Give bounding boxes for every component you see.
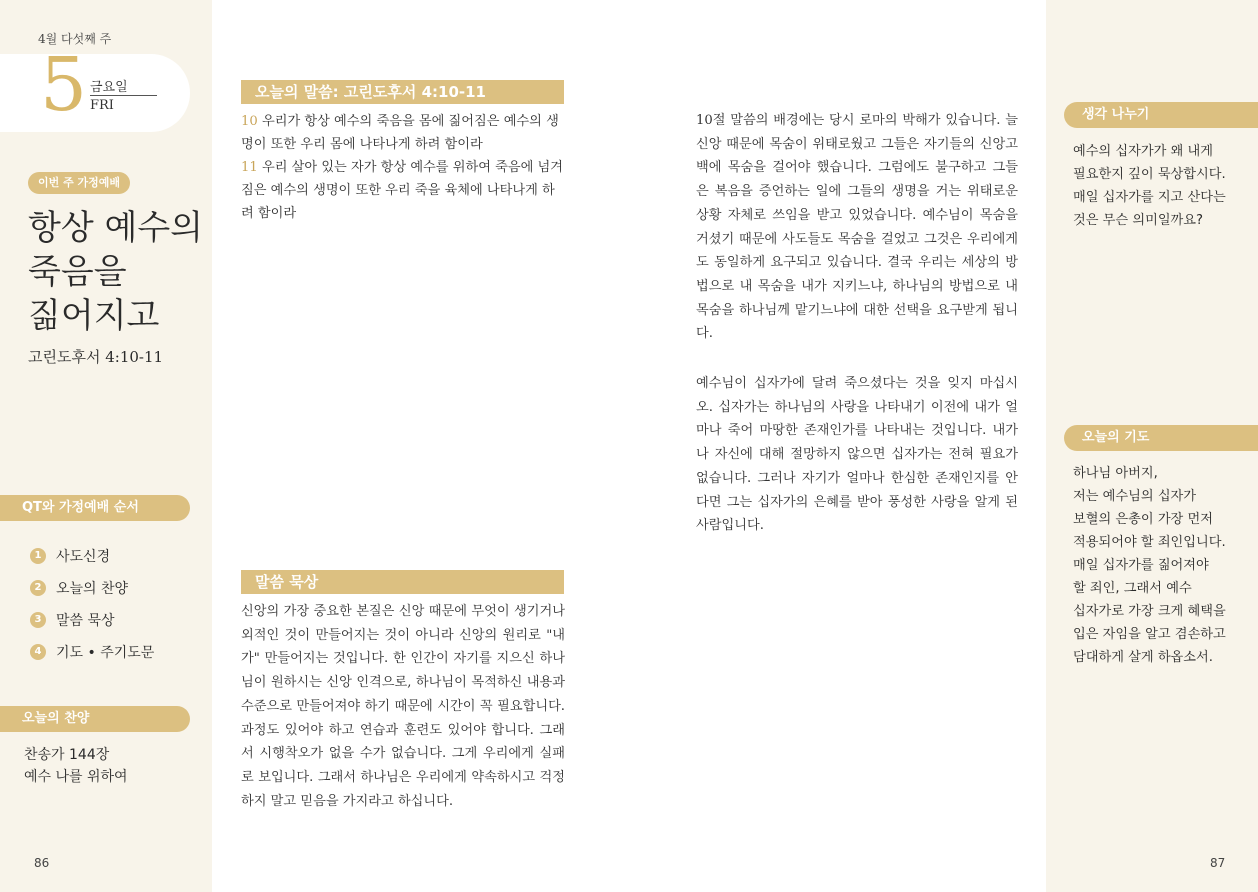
list-item <box>30 572 154 604</box>
day-english: FRI <box>90 98 114 113</box>
list-item <box>30 636 154 668</box>
think-line: 예수의 십자가가 왜 내게 <box>1073 144 1213 159</box>
number-badge: 1 <box>30 548 46 564</box>
prayer-line: 입은 자임을 알고 겸손하고 <box>1073 627 1226 642</box>
order-header: QT와 가정예배 순서 <box>0 495 190 521</box>
meditation-header: 말씀 묵상 <box>241 570 564 594</box>
word-header: 오늘의 말씀: 고린도후서 4:10-11 <box>241 80 564 104</box>
order-label: 사도신경 <box>56 549 111 565</box>
think-line: 필요한지 깊이 묵상합시다. <box>1073 167 1226 182</box>
verse-text: 우리가 항상 예수의 죽음을 몸에 짊어짐은 예수의 생명이 또한 우리 몸에 나타나게 하려 함이라 <box>241 114 559 152</box>
prayer-line: 할 죄인, 그래서 예수 <box>1073 581 1192 596</box>
verse-text: 우리 살아 있는 자가 항상 예수를 위하여 죽음에 넘겨짐은 예수의 생명이 또한 우리 죽을 육체에 나타나게 하려 함이라 <box>241 160 564 221</box>
verse-number: 11 <box>241 160 258 175</box>
list-item <box>30 540 154 572</box>
day-korean: 금요일 <box>90 80 128 95</box>
worship-tag: 이번 주 가정예배 <box>28 172 130 194</box>
meditation-text: 신앙의 가장 중요한 본질은 신앙 때문에 무엇이 생기거나 외적인 것이 만들어지는 것이 아니라 신앙의 원리로 "내가" 만들어지는 것입니다. 한 인간이 자기를 지으신 하나님이 원하시는 신앙 인격으로, 하나님이 목적하신 내용과 수준으로 만들어져야 하기 때문에 시간이 꼭 필요합니다. 과정도 있어야 하고 연습과 훈련도 있어야 합니다. 그래서 시행착오가 없을 수가 없습니다. 그게 우리에게 실패로 보입니다. 그래서 하나님은 우리에게 약속하시고 걱정하지 말고 믿음을 가지라고 하십니다. <box>241 604 565 809</box>
prayer-text <box>1073 462 1255 669</box>
think-text <box>1073 140 1253 232</box>
number-badge: 4 <box>30 644 46 660</box>
date-tab <box>0 42 190 132</box>
think-line: 매일 십자가를 지고 산다는 <box>1073 190 1226 205</box>
prayer-line: 담대하게 살게 하옵소서. <box>1073 650 1213 665</box>
left-sidebar <box>0 0 212 892</box>
scripture-ref: 고린도후서 4:10-11 <box>28 348 164 366</box>
prayer-line: 적용되어야 할 죄인입니다. <box>1073 535 1226 550</box>
title-line: 죽음을 <box>28 252 127 292</box>
week-label: 4월 다섯째 주 <box>38 32 112 46</box>
order-label: 기도 • 주기도문 <box>56 645 155 661</box>
think-line: 것은 무슨 의미일까요? <box>1073 213 1204 228</box>
day-divider <box>90 95 157 96</box>
think-header: 생각 나누기 <box>1064 102 1258 128</box>
list-item <box>30 604 154 636</box>
order-label: 말씀 묵상 <box>56 613 115 629</box>
commentary-paragraph-1: 10절 말씀의 배경에는 당시 로마의 박해가 있습니다. 늘 신앙 때문에 목숨이 위태로웠고 그들은 자기들의 신앙고백에 목숨을 걸어야 했습니다. 그럼에도 불구하고 그들은 복음을 증언하는 일에 그들의 생명을 거는 위태로운 상황 자체로 쓰임을 받고 있었습니다. 예수님이 목숨을 거셨기 때문에 사도들도 목숨을 걸었고 그것은 우리에게도 동일하게 요구되고 있습니다. 결국 우리는 세상의 방법으로 내 목숨을 내가 지키느냐, 하나님의 방법으로 내 목숨을 하나님께 맡기느냐에 대한 선택을 요구받게 됩니다. <box>696 113 1018 342</box>
page-number-left: 86 <box>34 856 50 870</box>
page-number-right: 87 <box>1210 856 1226 870</box>
verse <box>241 156 565 225</box>
prayer-line: 보혈의 은총이 가장 먼저 <box>1073 512 1213 527</box>
order-list <box>30 540 154 668</box>
prayer-line: 하나님 아버지, <box>1073 466 1158 481</box>
verse <box>241 110 565 156</box>
title-line: 항상 예수의 <box>28 208 204 248</box>
prayer-line: 저는 예수님의 십자가 <box>1073 489 1197 504</box>
number-badge: 2 <box>30 580 46 596</box>
hymn-title: 예수 나를 위하여 <box>24 769 128 785</box>
hymn-header: 오늘의 찬양 <box>0 706 190 732</box>
verse-number: 10 <box>241 114 258 129</box>
title-line: 짊어지고 <box>28 296 160 336</box>
hymn-number: 찬송가 144장 <box>24 747 110 763</box>
commentary-paragraph-2: 예수님이 십자가에 달려 죽으셨다는 것을 잊지 마십시오. 십자가는 하나님의 사랑을 나타내기 이전에 내가 얼마나 죽어 마땅한 존재인가를 나타내는 것입니다. 내가 나 자신에 대해 절망하지 않으면 십자가는 전혀 필요가 없습니다. 그러나 자기가 얼마나 한심한 존재인지를 안다면 그는 십자가의 은혜를 받아 풍성한 사랑을 알게 된 사람입니다. <box>696 376 1018 534</box>
prayer-header: 오늘의 기도 <box>1064 425 1258 451</box>
number-badge: 3 <box>30 612 46 628</box>
prayer-line: 매일 십자가를 짊어져야 <box>1073 558 1209 573</box>
date-number: 5 <box>40 42 88 128</box>
verse-block <box>241 110 565 225</box>
order-label: 오늘의 찬양 <box>56 581 129 597</box>
page-title <box>28 206 208 338</box>
prayer-line: 십자가로 가장 크게 혜택을 <box>1073 604 1226 619</box>
